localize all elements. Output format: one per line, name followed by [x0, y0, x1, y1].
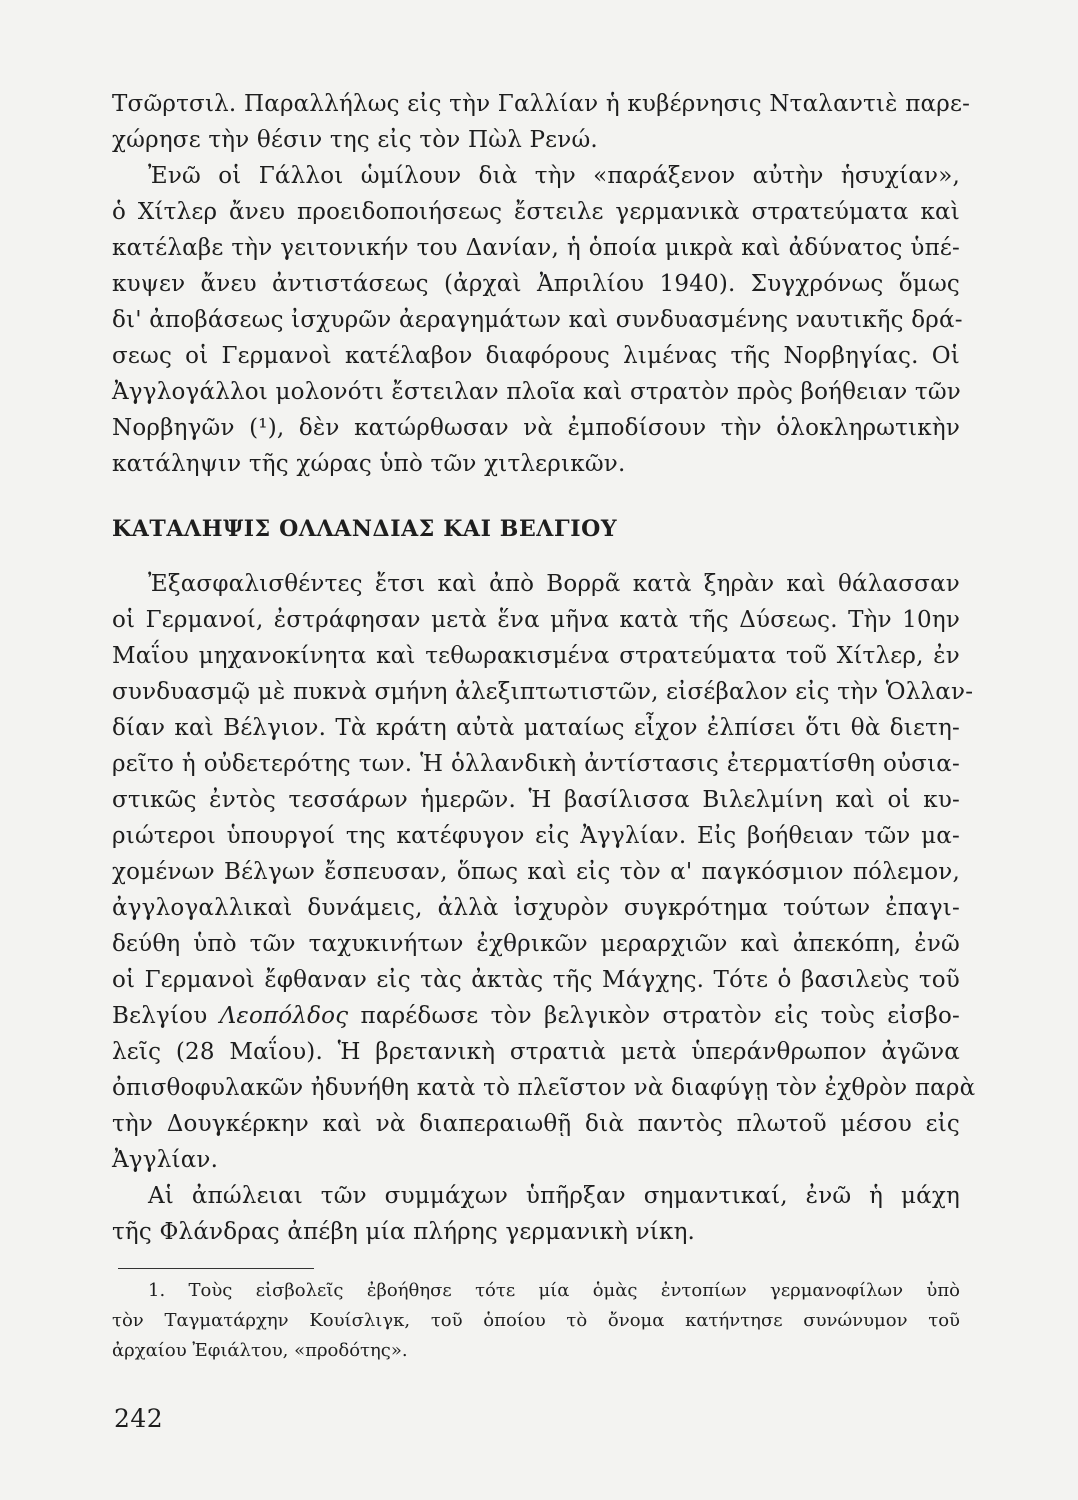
text-line: χώρησε τὴν θέσιν της εἰς τὸν Πὼλ Ρενώ.	[112, 127, 598, 153]
text-line: κατέλαβε τὴν γειτονικήν του Δανίαν, ἡ ὁποία μικρὰ καὶ ἀδύνατος ὑπέ-	[112, 235, 960, 261]
text-line: σεως οἱ Γερμανοὶ κατέλαβον διαφόρους λιμένας τῆς Νορβηγίας. Οἱ	[112, 343, 960, 369]
text-line: ἀγγλογαλλικαὶ δυνάμεις, ἀλλὰ ἰσχυρὸν συγκρότημα τούτων ἐπαγι-	[112, 895, 960, 921]
text-line: ριώτεροι ὑπουργοί της κατέφυγον εἰς Ἀγγλίαν. Εἰς βοήθειαν τῶν μα-	[112, 823, 960, 849]
text-line: ὀπισθοφυλακῶν ἠδυνήθη κατὰ τὸ πλεῖστον νὰ διαφύγῃ τὸν ἐχθρὸν παρὰ	[112, 1075, 976, 1101]
text-line: Νορβηγῶν (¹), δὲν κατώρθωσαν νὰ ἐμποδίσουν τὴν ὁλοκληρωτικὴν	[112, 415, 960, 441]
text-line: δεύθη ὑπὸ τῶν ταχυκινήτων ἐχθρικῶν μεραρχιῶν καὶ ἀπεκόπη, ἐνῶ	[112, 931, 960, 957]
text-line: Ἀγγλίαν.	[112, 1147, 219, 1173]
text-line: Ἐξασφαλισθέντες ἔτσι καὶ ἀπὸ Βορρᾶ κατὰ ξηρὰν καὶ θάλασσαν	[148, 571, 960, 597]
footnote	[112, 1276, 960, 1366]
page-number: 242	[114, 1404, 164, 1433]
text-line: Μαΐου μηχανοκίνητα καὶ τεθωρακισμένα στρατεύματα τοῦ Χίτλερ, ἐν	[112, 643, 960, 669]
footnote-line: ἀρχαίου Ἐφιάλτου, «προδότης».	[112, 1340, 408, 1361]
text-line: στικῶς ἐντὸς τεσσάρων ἡμερῶν. Ἡ βασίλισσα Βιλελμίνη καὶ οἱ κυ-	[112, 787, 960, 813]
text-line: ὁ Χίτλερ ἄνευ προειδοποιήσεως ἔστειλε γερμανικὰ στρατεύματα καὶ	[112, 199, 960, 225]
text-line: δι' ἀποβάσεως ἰσχυρῶν ἀεραγημάτων καὶ συνδυασμένης ναυτικῆς δρά-	[112, 307, 963, 333]
footnote-line: τὸν Ταγματάρχην Κουίσλιγκ, τοῦ ὁποίου τὸ ὄνομα κατήντησε συνώνυμον τοῦ	[112, 1310, 960, 1331]
section-heading: ΚΑΤΑΛΗΨΙΣ ΟΛΛΑΝΔΙΑΣ ΚΑΙ ΒΕΛΓΙΟΥ	[112, 516, 618, 542]
text-line: τὴν Δουγκέρκην καὶ νὰ διαπεραιωθῇ διὰ παντὸς πλωτοῦ μέσου εἰς	[112, 1111, 960, 1137]
paragraph-2	[112, 566, 976, 1250]
text-line: Ἐνῶ οἱ Γάλλοι ὡμίλουν διὰ τὴν «παράξενον αὐτὴν ἡσυχίαν»,	[148, 163, 960, 189]
text-line: τῆς Φλάνδρας ἀπέβη μία πλήρης γερμανικὴ νίκη.	[112, 1219, 696, 1245]
text-line: οἱ Γερμανοί, ἐστράφησαν μετὰ ἕνα μῆνα κατὰ τῆς Δύσεως. Τὴν 10ην	[112, 607, 960, 633]
text-line: κυψεν ἄνευ ἀντιστάσεως (ἀρχαὶ Ἀπριλίου 1940). Συγχρόνως ὅμως	[112, 271, 960, 297]
text-line: δίαν καὶ Βέλγιον. Τὰ κράτη αὐτὰ ματαίως εἶχον ἐλπίσει ὅτι θὰ διετη-	[112, 715, 960, 741]
footnote-separator	[118, 1268, 314, 1269]
text-line: Αἱ ἀπώλειαι τῶν συμμάχων ὑπῆρξαν σημαντικαί, ἐνῶ ἡ μάχη	[148, 1183, 960, 1209]
footnote-line: 1. Τοὺς εἰσβολεῖς ἐβοήθησε τότε μία ὁμὰς ἐντοπίων γερμανοφίλων ὑπὸ	[148, 1280, 960, 1301]
text-line: συνδυασμῷ μὲ πυκνὰ σμήνη ἀλεξιπτωτιστῶν, εἰσέβαλον εἰς τὴν Ὁλλαν-	[112, 679, 974, 705]
text-line: χομένων Βέλγων ἔσπευσαν, ὅπως καὶ εἰς τὸν α' παγκόσμιον πόλεμον,	[112, 859, 960, 885]
text-line: Τσῶρτσιλ. Παραλλήλως εἰς τὴν Γαλλίαν ἡ κυβέρνησις Νταλαντιὲ παρε-	[112, 91, 971, 117]
italic-name: Λεοπόλδος	[219, 1003, 349, 1029]
text-line: κατάληψιν τῆς χώρας ὑπὸ τῶν χιτλερικῶν.	[112, 451, 626, 477]
text-line: λεῖς (28 Μαΐου). Ἡ βρετανικὴ στρατιὰ μετὰ ὑπεράνθρωπον ἀγῶνα	[112, 1039, 960, 1065]
text-line: Βελγίου Λεοπόλδος παρέδωσε τὸν βελγικὸν στρατὸν εἰς τοὺς εἰσβο-	[112, 1003, 960, 1029]
text-line: Ἀγγλογάλλοι μολονότι ἔστειλαν πλοῖα καὶ στρατὸν πρὸς βοήθειαν τῶν	[112, 379, 961, 405]
text-line: οἱ Γερμανοὶ ἔφθαναν εἰς τὰς ἀκτὰς τῆς Μάγχης. Τότε ὁ βασιλεὺς τοῦ	[112, 967, 960, 993]
text-line: ρεῖτο ἡ οὐδετερότης των. Ἡ ὁλλανδικὴ ἀντίστασις ἐτερματίσθη οὐσια-	[112, 751, 960, 777]
paragraph-1	[112, 86, 971, 482]
